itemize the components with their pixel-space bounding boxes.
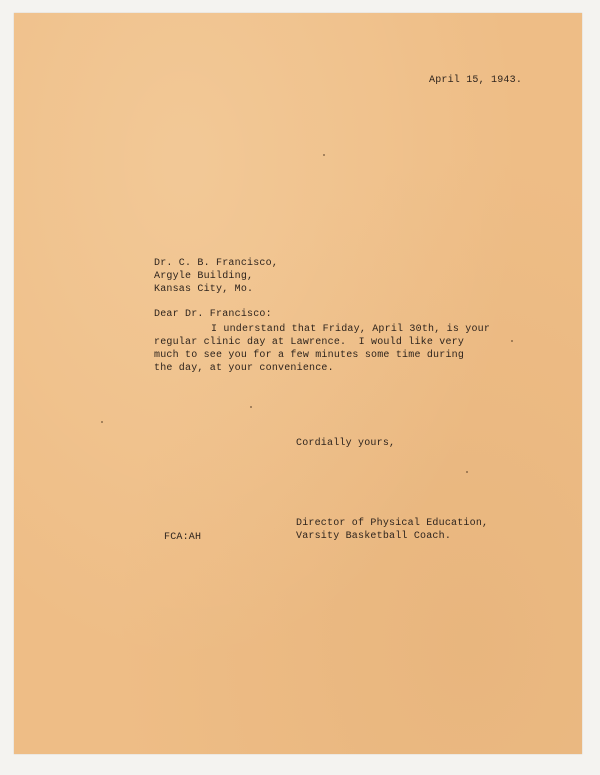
letter-date: April 15, 1943. <box>429 75 523 86</box>
body-line: much to see you for a few minutes some time during <box>154 350 465 361</box>
body-line: I understand that Friday, April 30th, is your <box>211 324 491 335</box>
recipient-building: Argyle Building, <box>154 271 254 282</box>
salutation: Dear Dr. Francisco: <box>154 309 272 320</box>
letter-page <box>14 13 582 754</box>
paper-speck <box>466 471 468 473</box>
closing: Cordially yours, <box>296 438 396 449</box>
body-line: the day, at your convenience. <box>154 363 334 374</box>
signature-title: Director of Physical Education, <box>296 518 489 529</box>
reference-initials: FCA:AH <box>164 532 202 543</box>
signature-title: Varsity Basketball Coach. <box>296 531 452 542</box>
paper-speck <box>511 340 513 342</box>
recipient-city: Kansas City, Mo. <box>154 284 254 295</box>
paper-speck <box>323 154 325 156</box>
body-line: regular clinic day at Lawrence. I would like very <box>154 337 465 348</box>
paper-speck <box>250 406 252 408</box>
recipient-name: Dr. C. B. Francisco, <box>154 258 279 269</box>
paper-speck <box>101 421 103 423</box>
